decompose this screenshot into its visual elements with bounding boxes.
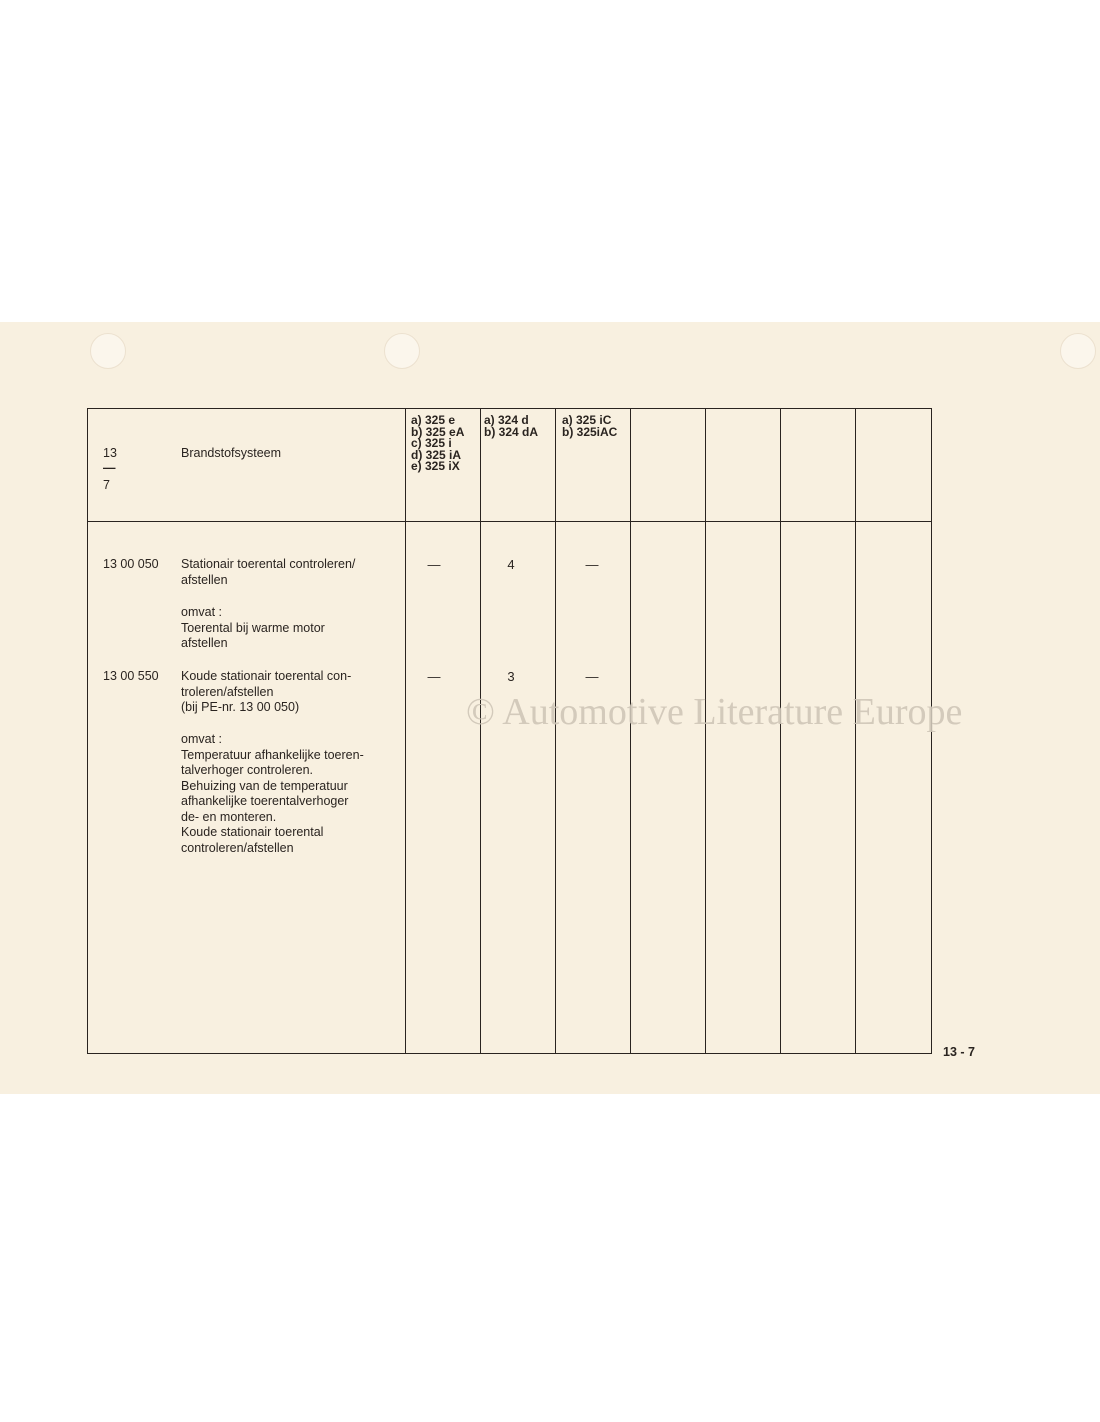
- operation-code: 13 00 550: [103, 669, 159, 683]
- copyright-watermark: © Automotive Literature Europe: [466, 691, 963, 733]
- operation-scope: omvat : Toerental bij warme motor afstellen: [181, 605, 325, 650]
- operation-scope: omvat : Temperatuur afhankelijke toeren- talverhoger controleren. Behuizing van de temperatuur afhankelijke toerentalverhoger de- en monteren. Koude stationair toerental controleren/afstellen: [181, 732, 364, 855]
- header-divider: [87, 521, 932, 522]
- punch-hole: [1060, 333, 1096, 369]
- time-value: 4: [507, 557, 515, 572]
- operation-description: Koude stationair toerental con- troleren/afstellen (bij PE-nr. 13 00 050): [181, 669, 352, 714]
- model-column-header: a) 325 iC b) 325iAC: [562, 413, 618, 439]
- section-title: Brandstofsysteem: [181, 446, 282, 460]
- column-divider: [405, 408, 406, 1054]
- model-column-header: a) 324 d b) 324 dA: [484, 413, 539, 439]
- operation-description: Stationair toerental controleren/ afstellen: [181, 557, 356, 587]
- section-number-top: 13: [103, 446, 117, 460]
- page-number: 13 - 7: [943, 1045, 975, 1059]
- time-value: —: [427, 557, 441, 572]
- time-value: —: [427, 669, 441, 684]
- time-value: —: [585, 669, 599, 684]
- punch-hole: [90, 333, 126, 369]
- model-column-header: a) 325 e b) 325 eA c) 325 i d) 325 iA e) 325 iX: [411, 413, 465, 473]
- punch-hole: [384, 333, 420, 369]
- section-number-dash: —: [103, 461, 116, 475]
- time-value: 3: [507, 669, 515, 684]
- time-value: —: [585, 557, 599, 572]
- section-number-bottom: 7: [103, 478, 110, 492]
- operation-code: 13 00 050: [103, 557, 159, 571]
